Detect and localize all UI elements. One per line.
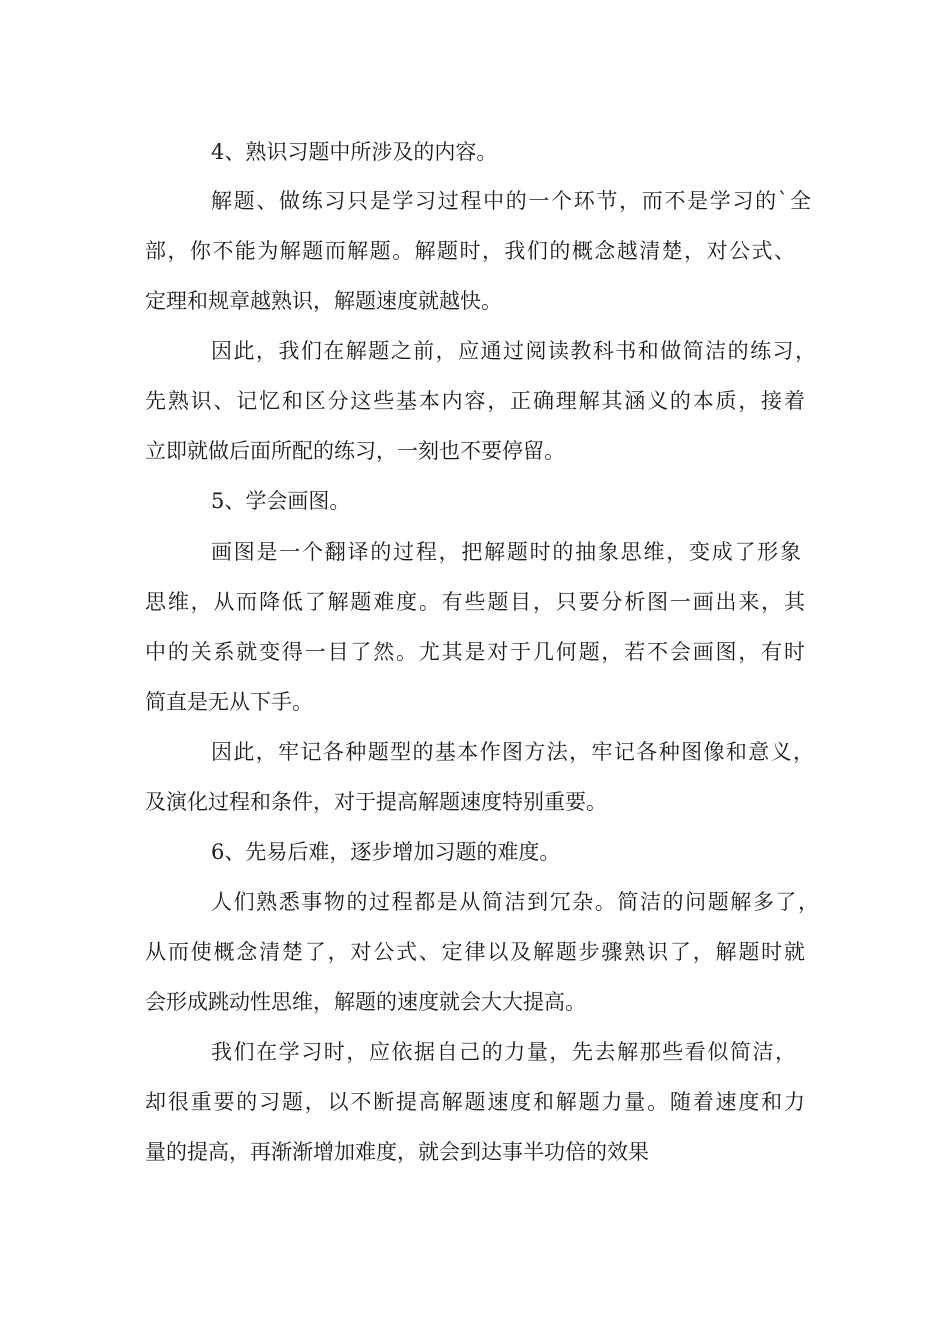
paragraph-line: 量的提高，再渐渐增加难度，就会到达事半功倍的效果 xyxy=(145,1140,649,1164)
paragraph-line: 简直是无从下手。 xyxy=(145,690,313,714)
heading-item-4: 4、熟识习题中所涉及的内容。 xyxy=(211,140,498,164)
paragraph-line: 部，你不能为解题而解题。解题时，我们的概念越清楚，对公式、 xyxy=(145,239,795,263)
heading-item-5: 5、学会画图。 xyxy=(211,489,351,513)
paragraph-line: 及演化过程和条件，对于提高解题速度特别重要。 xyxy=(145,790,607,814)
paragraph-line: 立即就做后面所配的练习，一刻也不要停留。 xyxy=(145,439,565,463)
paragraph-line: 解题、做练习只是学习过程中的一个环节，而不是学习的`全 xyxy=(211,189,811,213)
paragraph-line: 我们在学习时，应依据自己的力量，先去解那些看似简洁， xyxy=(211,1040,796,1064)
paragraph-line: 中的关系就变得一目了然。尤其是对于几何题，若不会画图，有时 xyxy=(145,640,805,664)
paragraph-line: 先熟识、记忆和区分这些基本内容，正确理解其涵义的本质，接着 xyxy=(145,389,805,413)
paragraph-line: 因此，牢记各种题型的基本作图方法，牢记各种图像和意义， xyxy=(211,740,814,764)
paragraph-line: 定理和规章越熟识，解题速度就越快。 xyxy=(145,289,502,313)
paragraph-line: 画图是一个翻译的过程，把解题时的抽象思维，变成了形象 xyxy=(211,540,801,564)
paragraph-line: 人们熟悉事物的过程都是从简洁到冗杂。简洁的问题解多了， xyxy=(211,890,819,914)
paragraph-line: 因此，我们在解题之前，应通过阅读教科书和做简洁的练习， xyxy=(211,339,816,363)
paragraph-line: 从而使概念清楚了，对公式、定律以及解题步骤熟识了，解题时就 xyxy=(145,940,805,964)
heading-item-6: 6、先易后难，逐步增加习题的难度。 xyxy=(211,840,561,864)
paragraph-line: 会形成跳动性思维，解题的速度就会大大提高。 xyxy=(145,990,586,1014)
paragraph-line: 思维，从而降低了解题难度。有些题目，只要分析图一画出来，其 xyxy=(145,590,805,614)
paragraph-line: 却很重要的习题，以不断提高解题速度和解题力量。随着速度和力 xyxy=(145,1090,805,1114)
